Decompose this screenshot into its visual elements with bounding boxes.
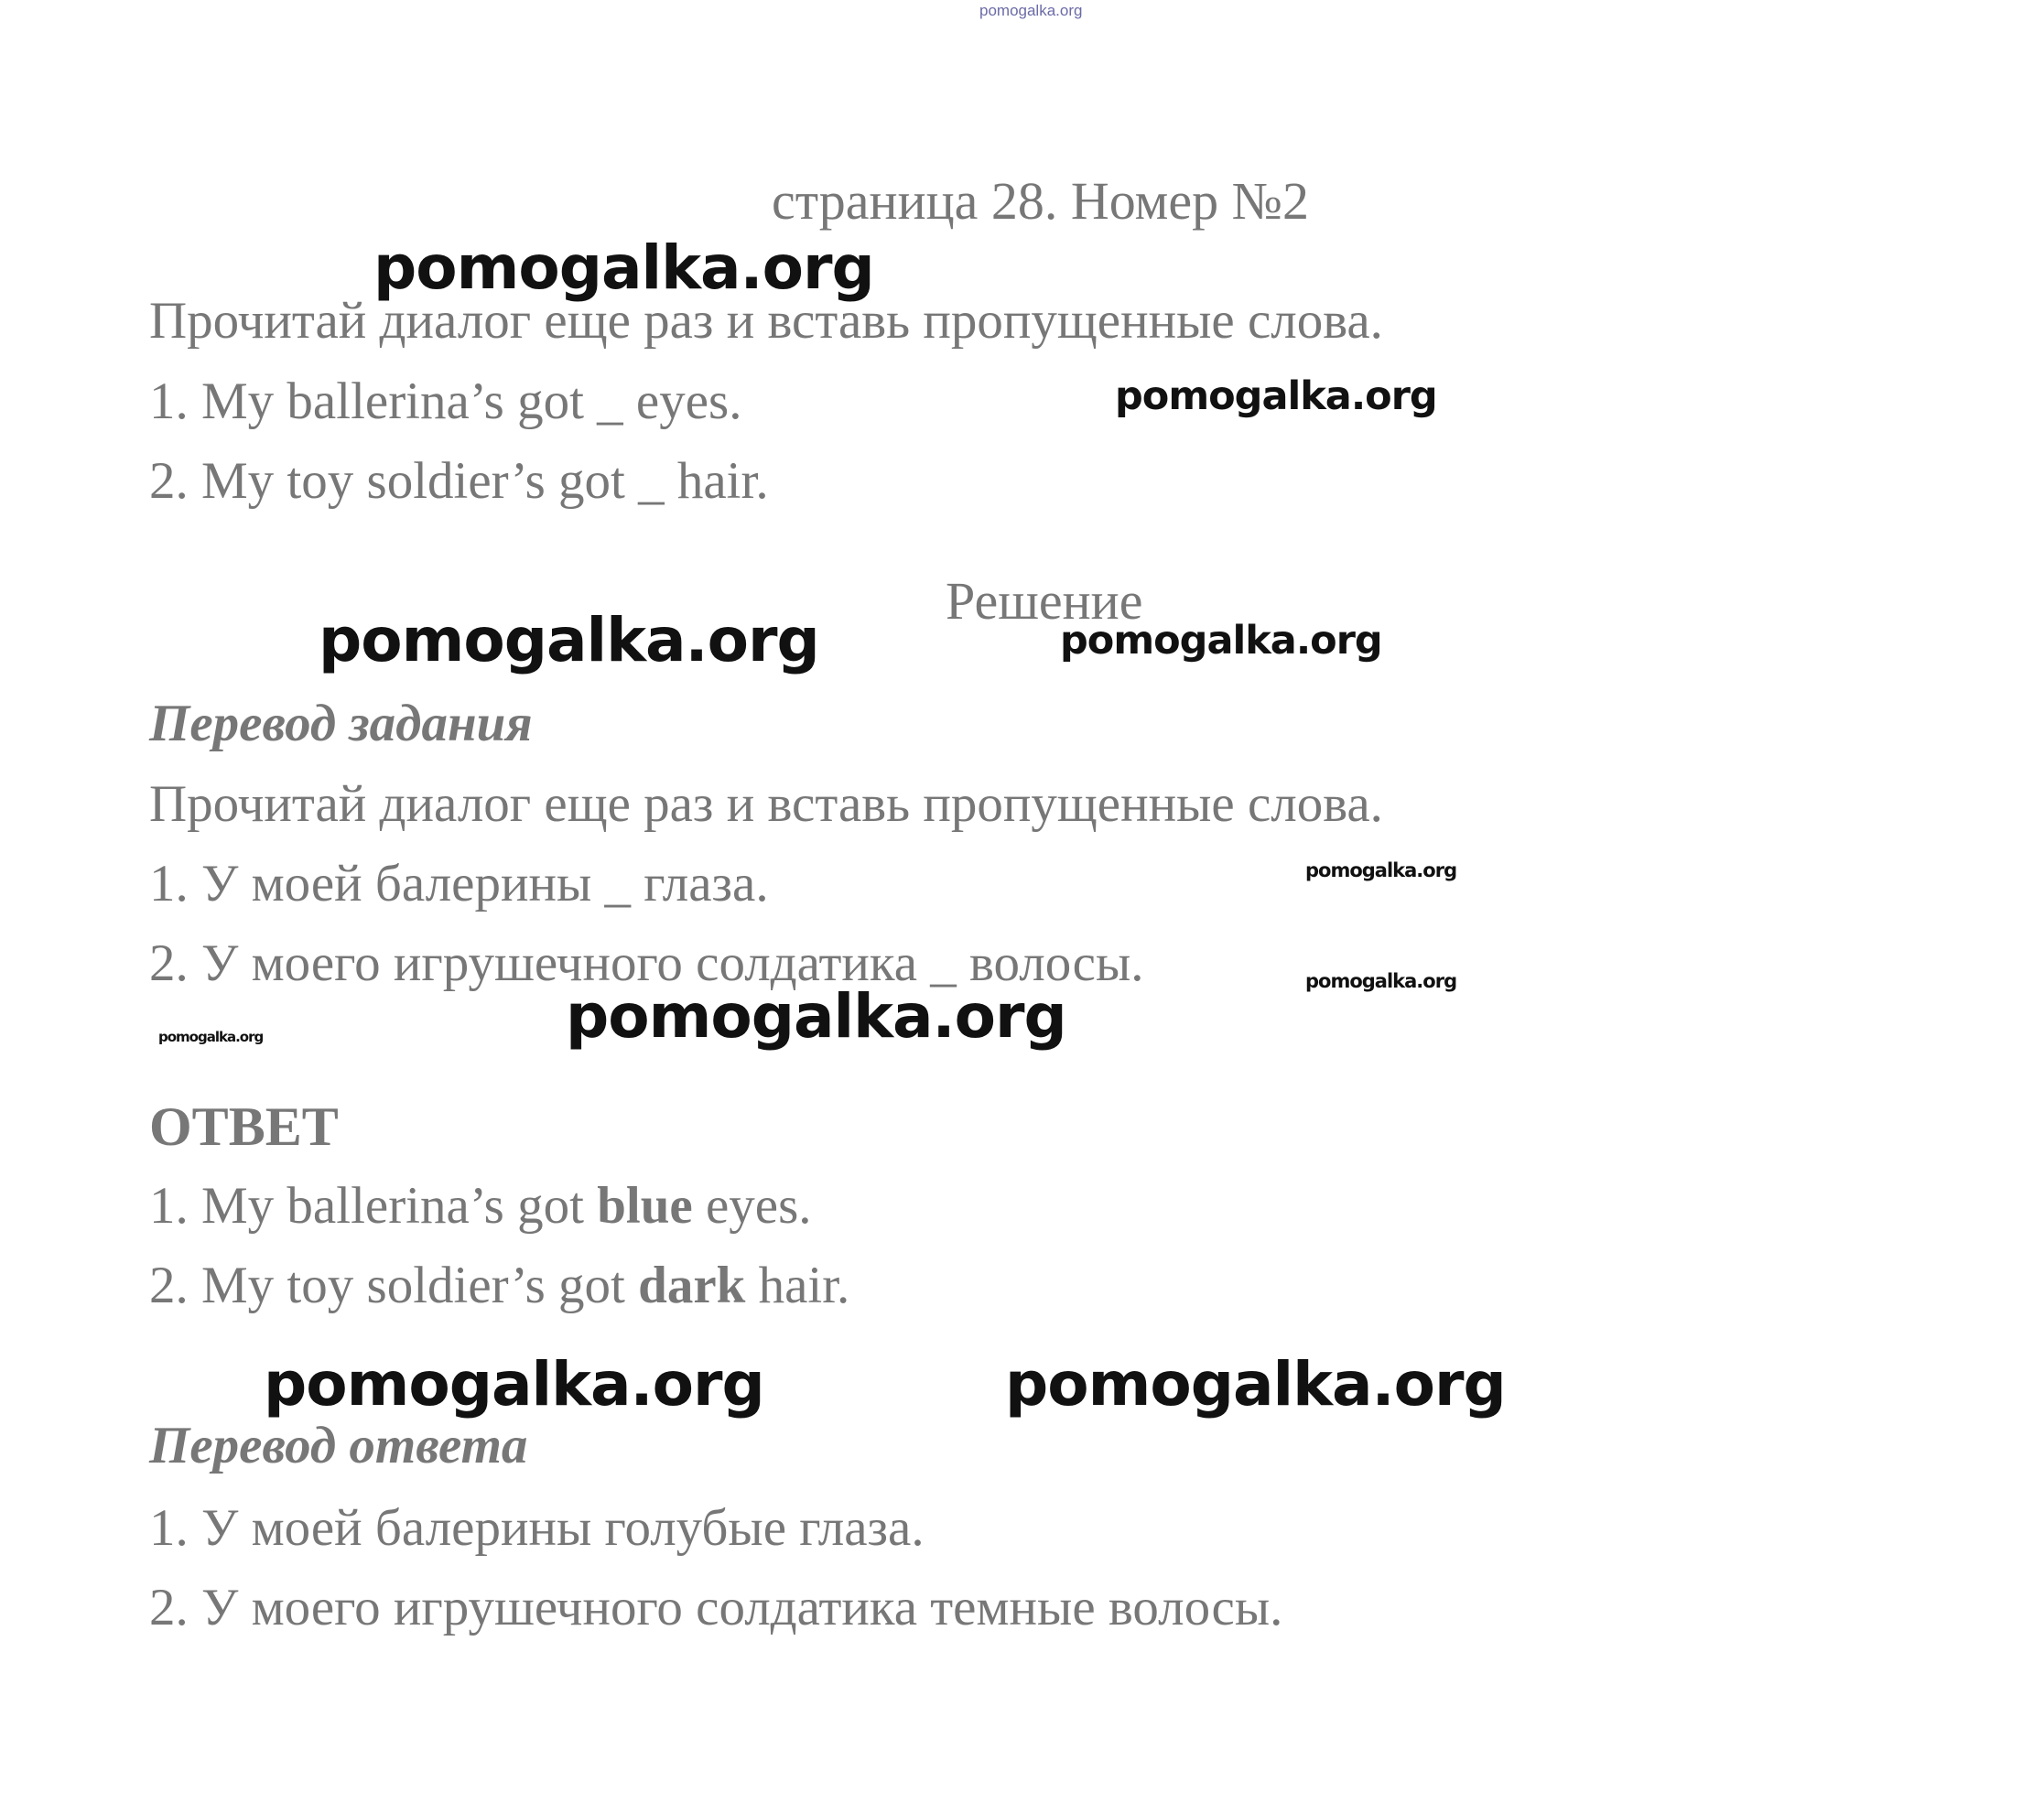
watermark: pomogalka.org: [1005, 1349, 1506, 1420]
translation-heading: Перевод задания: [149, 695, 533, 752]
translation-instruction: Прочитай диалог еще раз и вставь пропущенные слова.: [149, 775, 1383, 833]
watermark: pomogalka.org: [1305, 859, 1457, 881]
page-title: страница 28. Номер №2: [772, 171, 1309, 231]
answer-translation-heading: Перевод ответа: [149, 1417, 528, 1474]
answer-item-text: 1. My ballerina’s got: [149, 1177, 598, 1235]
solution-heading: Решение: [946, 571, 1143, 631]
watermark: pomogalka.org: [1305, 970, 1457, 992]
answer-word: blue: [597, 1177, 693, 1235]
watermark: pomogalka.org: [373, 232, 874, 303]
answer-item: [149, 1177, 812, 1235]
task-instruction: Прочитай диалог еще раз и вставь пропущенные слова.: [149, 292, 1383, 350]
top-watermark: pomogalka.org: [979, 2, 1083, 19]
answer-item: [149, 1259, 849, 1312]
answer-item-text: 2. My toy soldier’s got: [149, 1257, 639, 1314]
watermark: pomogalka.org: [1115, 373, 1437, 419]
watermark: pomogalka.org: [158, 1029, 264, 1045]
watermark: pomogalka.org: [1060, 618, 1382, 664]
answer-translation-item: 1. У моей балерины голубые глаза.: [149, 1499, 925, 1557]
answer-heading: ОТВЕТ: [149, 1096, 339, 1157]
watermark: pomogalka.org: [566, 981, 1066, 1052]
watermark: pomogalka.org: [319, 605, 819, 675]
answer-translation-item: 2. У моего игрушечного солдатика темные волосы.: [149, 1579, 1283, 1636]
answer-item-text: eyes.: [692, 1177, 812, 1235]
answer-word: dark: [638, 1257, 746, 1314]
translation-item: 1. У моей балерины _ глаза.: [149, 855, 769, 912]
task-item: 1. My ballerina’s got _ eyes.: [149, 373, 742, 430]
translation-item: 2. У моего игрушечного солдатика _ волосы.: [149, 934, 1144, 992]
answer-item-text: hair.: [745, 1257, 850, 1314]
task-item: 2. My toy soldier’s got _ hair.: [149, 452, 769, 510]
watermark: pomogalka.org: [264, 1349, 764, 1420]
